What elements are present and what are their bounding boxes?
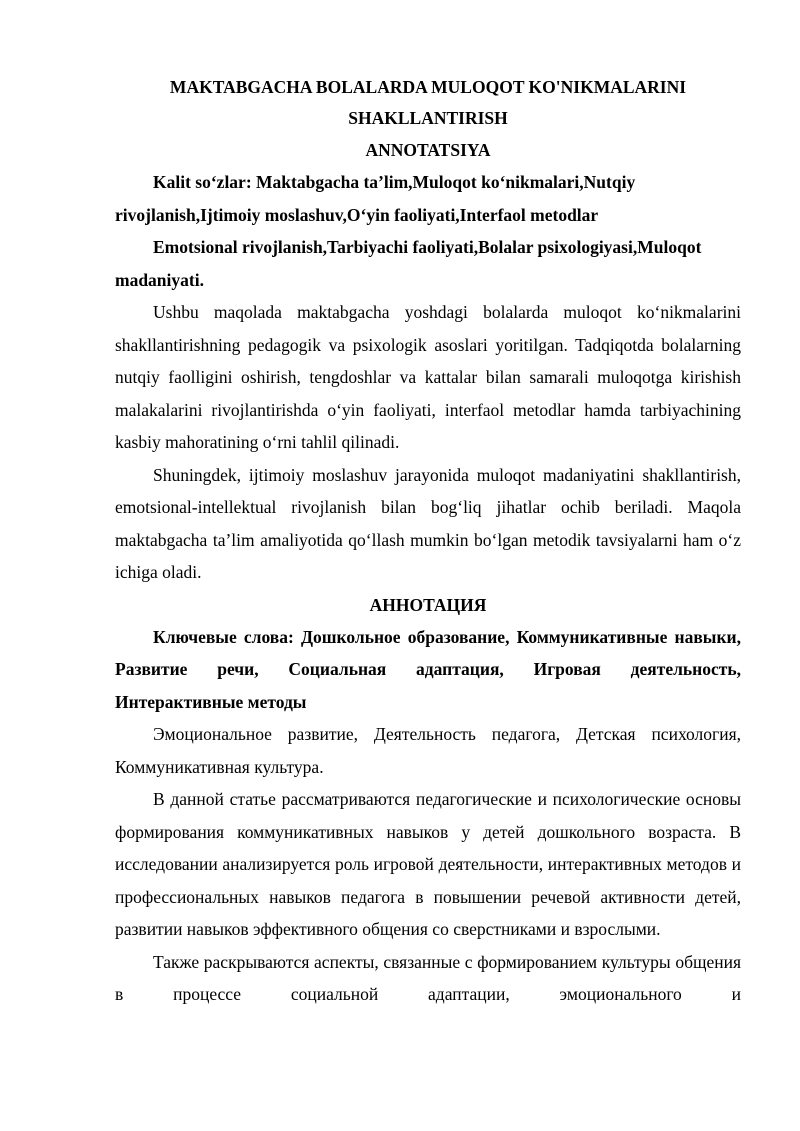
annotation-ru-heading: АННОТАЦИЯ <box>369 594 487 615</box>
annotation-uz-heading: ANNOTATSIYA <box>365 140 491 160</box>
document-page <box>115 72 741 1011</box>
article-title-line-2: SHAKLLANTIRISH <box>348 108 508 128</box>
paragraph-uz-2: Shuningdek, ijtimoiy moslashuv jarayonida muloqot madaniyatini shakllantirish, emotsional-intellektual rivojlanish bilan bog‘liq jihatlar ochib beriladi. Maqola maktabgacha ta’lim amaliyotida qo‘llash mumkin bo‘lgan metodik tavsiyalarni ham o‘z ichiga oladi. <box>115 464 741 582</box>
paragraph-ru-2: Также раскрываются аспекты, связанные с формированием культуры общения в процессе социальной адаптации, эмоционального и <box>115 951 741 1004</box>
keywords-uz-line-2: Emotsional rivojlanish,Tarbiyachi faoliyati,Bolalar psixologiyasi,Muloqot madaniyati. <box>115 237 702 290</box>
keywords-ru-line-1: Ключевые слова: Дошкольное образование, Коммуникативные навыки, Развитие речи, Социальная адаптация, Игровая деятельность, Интерактивные методы <box>115 626 741 712</box>
keywords-ru-line-2: Эмоциональное развитие, Деятельность педагога, Детская психология, Коммуникативная культура. <box>115 724 741 777</box>
article-title-line-1: MAKTABGACHA BOLALARDA MULOQOT KO'NIKMALARINI <box>169 77 687 97</box>
paragraph-uz-1: Ushbu maqolada maktabgacha yoshdagi bolalarda muloqot ko‘nikmalarini shakllantirishning pedagogik va psixologik asoslari yoritilgan. Tadqiqotda bolalarning nutqiy faolligini oshirish, tengdoshlar va kattalar bilan samarali muloqotga kirishish malakalarini rivojlantirishda o‘yin faoliyati, interfaol metodlar hamda tarbiyachining kasbiy mahoratining o‘rni tahlil qilinadi. <box>115 302 741 452</box>
keywords-uz-line-1: Kalit so‘zlar: Maktabgacha ta’lim,Muloqot ko‘nikmalari,Nutqiy rivojlanish,Ijtimoiy moslashuv,O‘yin faoliyati,Interfaol metodlar <box>115 172 636 225</box>
paragraph-ru-1: В данной статье рассматриваются педагогические и психологические основы формирования коммуникативных навыков у детей дошкольного возраста. В исследовании анализируется роль игровой деятельности, интерактивных методов и профессиональных навыков педагога в повышении речевой активности детей, развитии навыков эффективного общения со сверстниками и взрослыми. <box>115 789 741 939</box>
